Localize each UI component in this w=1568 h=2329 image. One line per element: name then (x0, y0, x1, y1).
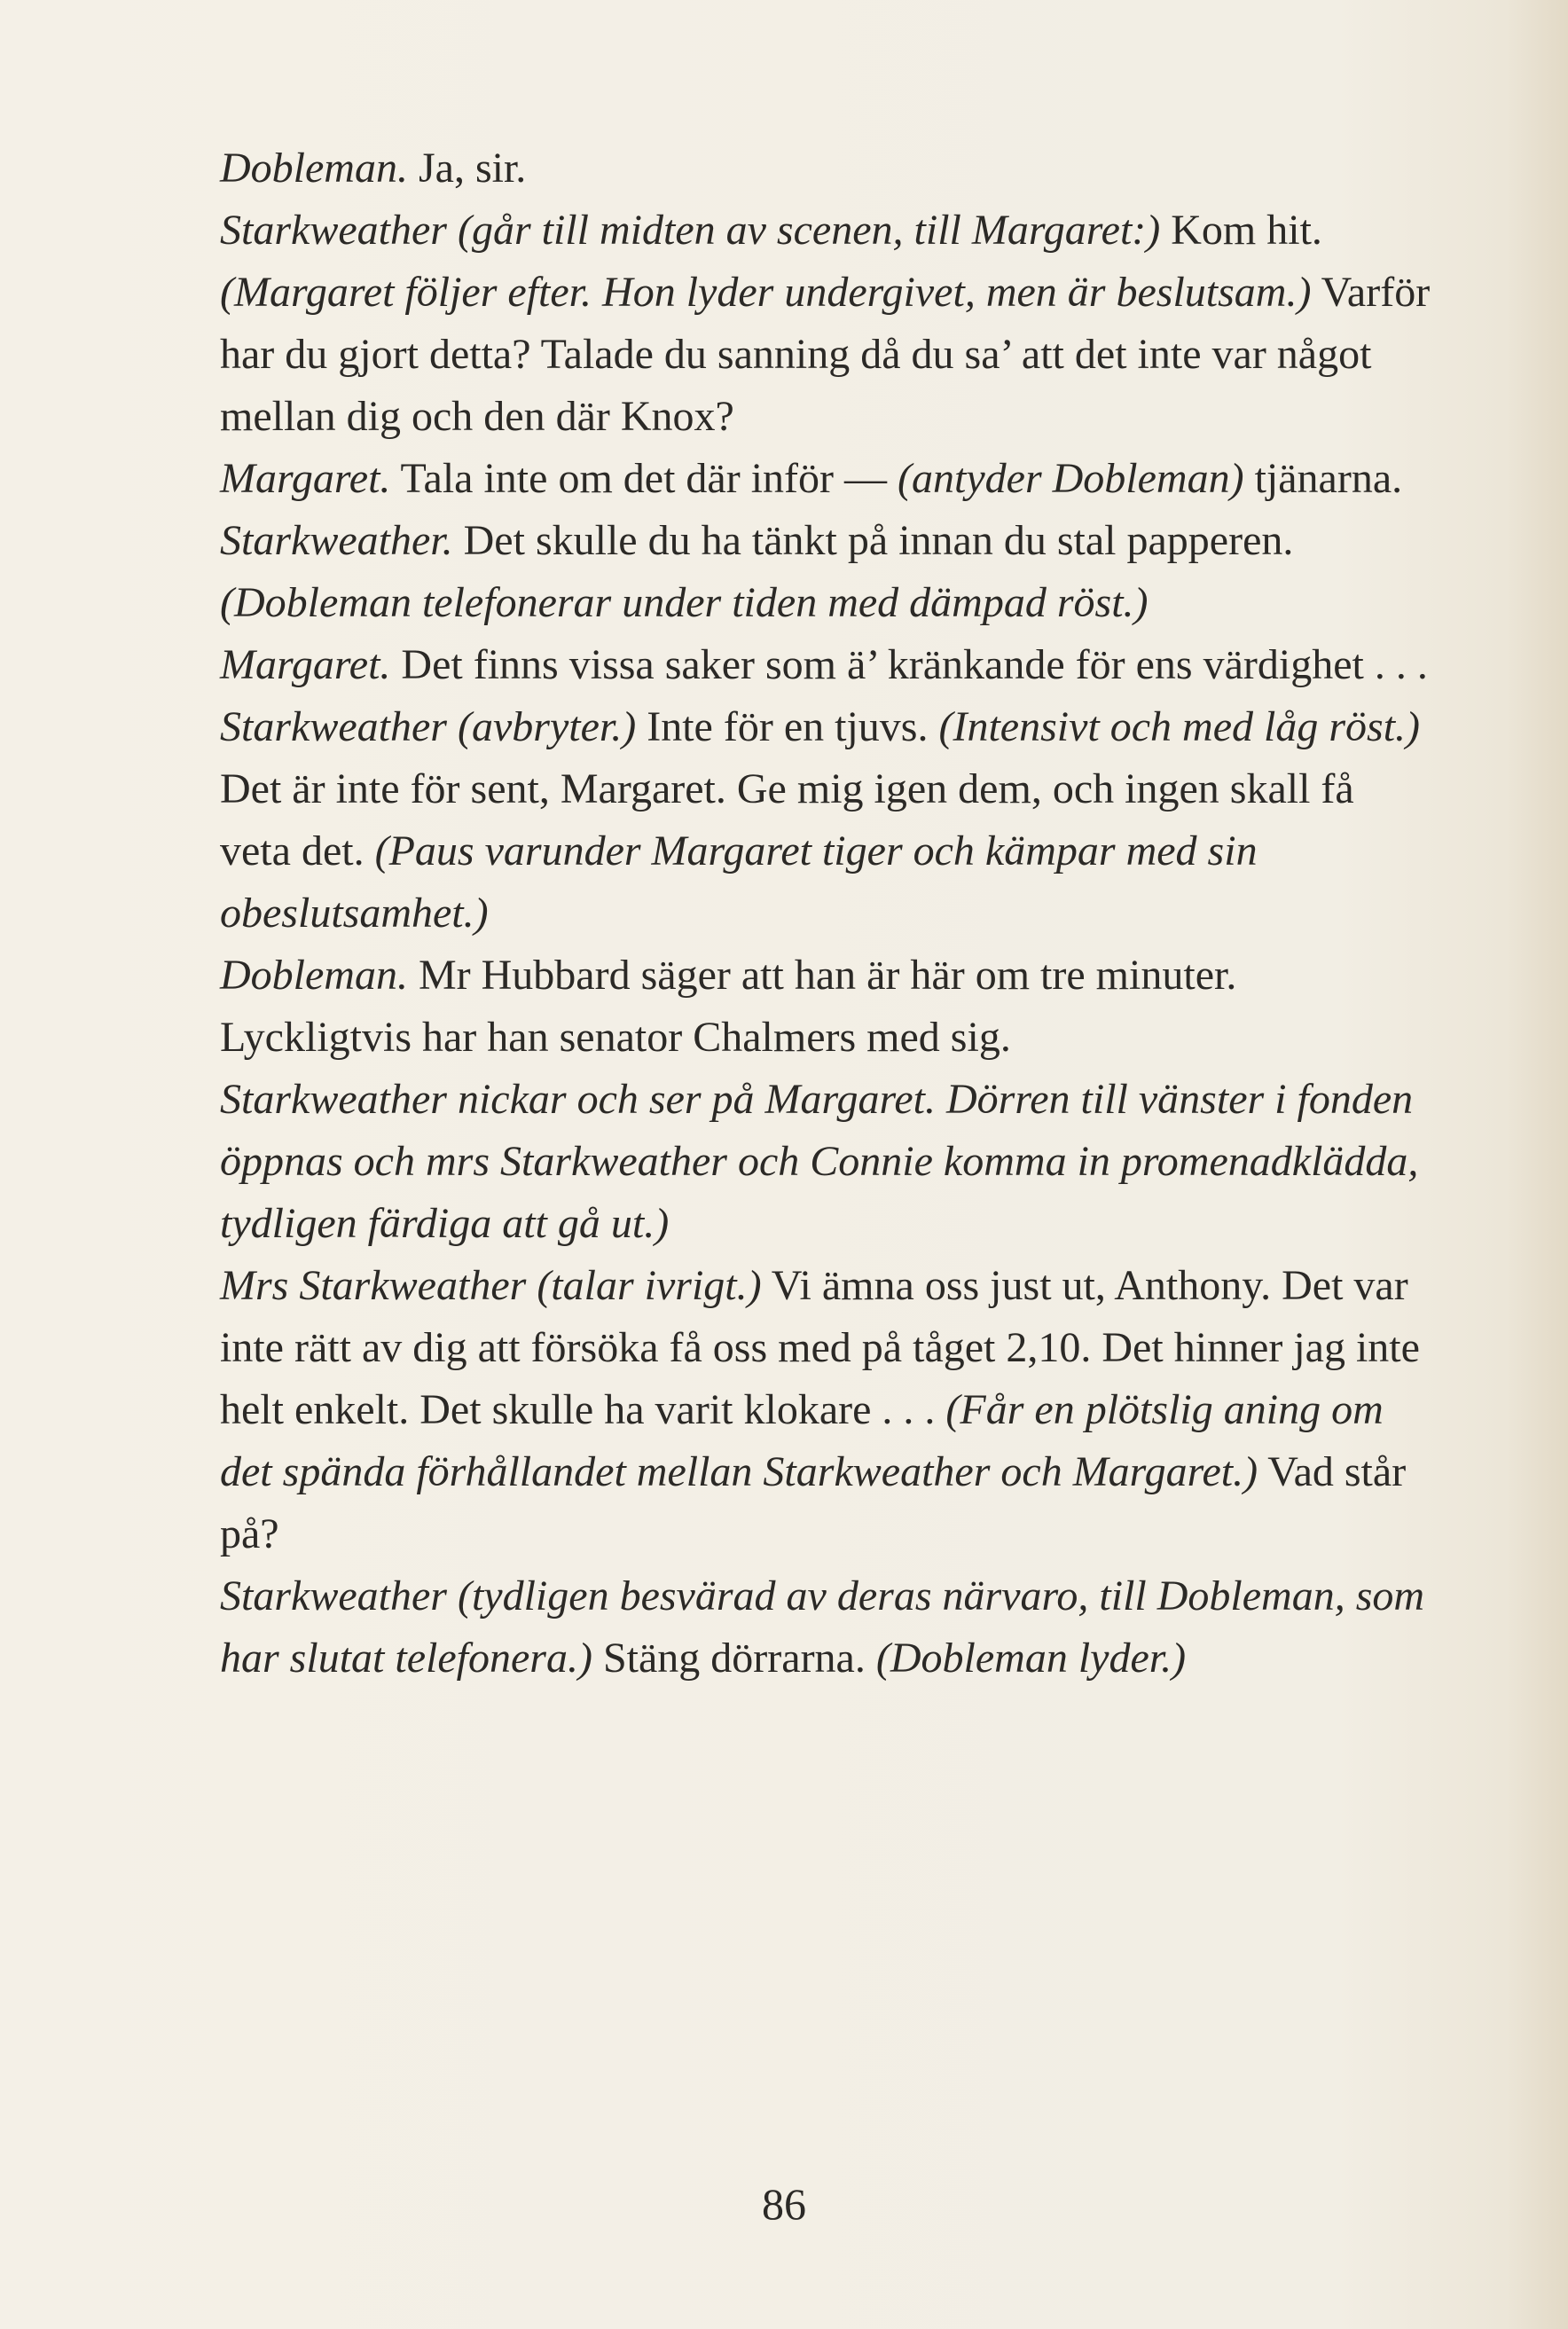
stage-direction: (antyder Dobleman) (898, 455, 1244, 502)
speaker-name: Margaret. (220, 455, 391, 502)
spoken-line: Inte för en tjuvs. (636, 703, 939, 750)
stage-direction: Starkweather nickar och ser på Margaret. Dörren till vänster i fonden öppnas och mrs Starkweather och Connie komma in promenadklädda, tydligen färdiga att gå ut.) (220, 1076, 1419, 1247)
spoken-line: Vi ämna oss just ut, Anthony. Det var inte rätt av dig att försöka få oss med på tåget 2,10. Det hinner jag inte helt enkelt. Det skulle ha varit klokare . . . (220, 1262, 1420, 1433)
speaker-name: Mrs Starkweather (220, 1262, 527, 1309)
dialogue-paragraph (171, 200, 1431, 448)
dialogue-paragraph (171, 510, 1431, 634)
stage-direction: (Får en plötslig aning om det spända förhållandet mellan Starkweather och Margaret.) (220, 1386, 1384, 1495)
speaker-name: Margaret. (220, 641, 391, 688)
spoken-line: Det finns vissa saker som ä’ kränkande för ens värdighet . . . (390, 641, 1428, 688)
spoken-line: Ja, sir. (407, 145, 527, 192)
play-text (171, 137, 1431, 1690)
speaker-name: Dobleman. (220, 145, 408, 192)
speaker-name: Starkweather. (220, 517, 453, 564)
dialogue-paragraph (171, 634, 1431, 696)
speaker-name: Dobleman. (220, 952, 408, 999)
speaker-name: Starkweather (220, 1572, 447, 1619)
stage-direction: (Intensivt och med låg röst.) (938, 703, 1421, 750)
stage-direction: (Paus varunder Margaret tiger och kämpar med sin obeslutsamhet.) (220, 827, 1258, 937)
spoken-line: Det är inte för sent, Margaret. Ge mig igen dem, och ingen skall få veta det. (220, 765, 1354, 874)
dialogue-paragraph (171, 137, 1431, 200)
dialogue-paragraph (171, 448, 1431, 510)
dialogue-paragraph (171, 1069, 1431, 1255)
dialogue-paragraph (171, 696, 1431, 945)
spoken-line: Mr Hubbard säger att han är här om tre minuter. Lyckligtvis har han senator Chalmers med sig. (220, 952, 1237, 1061)
dialogue-paragraph (171, 1255, 1431, 1565)
speaker-name: Starkweather (220, 703, 447, 750)
spoken-line: Stäng dörrarna. (592, 1635, 876, 1682)
stage-direction: (går till midten av scenen, till Margaret:) (446, 207, 1161, 254)
spoken-line: tjänarna. (1243, 455, 1403, 502)
dialogue-paragraph (171, 1565, 1431, 1690)
stage-direction: (Dobleman telefonerar under tiden med dämpad röst.) (220, 579, 1149, 626)
spoken-line: Det skulle du ha tänkt på innan du stal papperen. (452, 517, 1294, 564)
stage-direction: (avbryter.) (446, 703, 637, 750)
spoken-line: Tala inte om det där inför — (390, 455, 898, 502)
speaker-name: Starkweather (220, 207, 447, 254)
spoken-line: Varför har du gjort detta? Talade du sanning då du sa’ att det inte var något mellan dig och den där Knox? (220, 269, 1431, 440)
spoken-line: Kom hit. (1160, 207, 1322, 254)
page-number: 86 (762, 2179, 806, 2229)
stage-direction: (Dobleman lyder.) (875, 1635, 1187, 1682)
dialogue-paragraph (171, 945, 1431, 1069)
stage-direction: (talar ivrigt.) (526, 1262, 762, 1309)
stage-direction: (tydligen besvärad av deras närvaro, till Dobleman, som har slutat telefonera.) (220, 1572, 1425, 1682)
spoken-line: Vad står på? (220, 1448, 1407, 1557)
stage-direction: (Margaret följer efter. Hon lyder undergivet, men är beslutsam.) (220, 269, 1312, 316)
